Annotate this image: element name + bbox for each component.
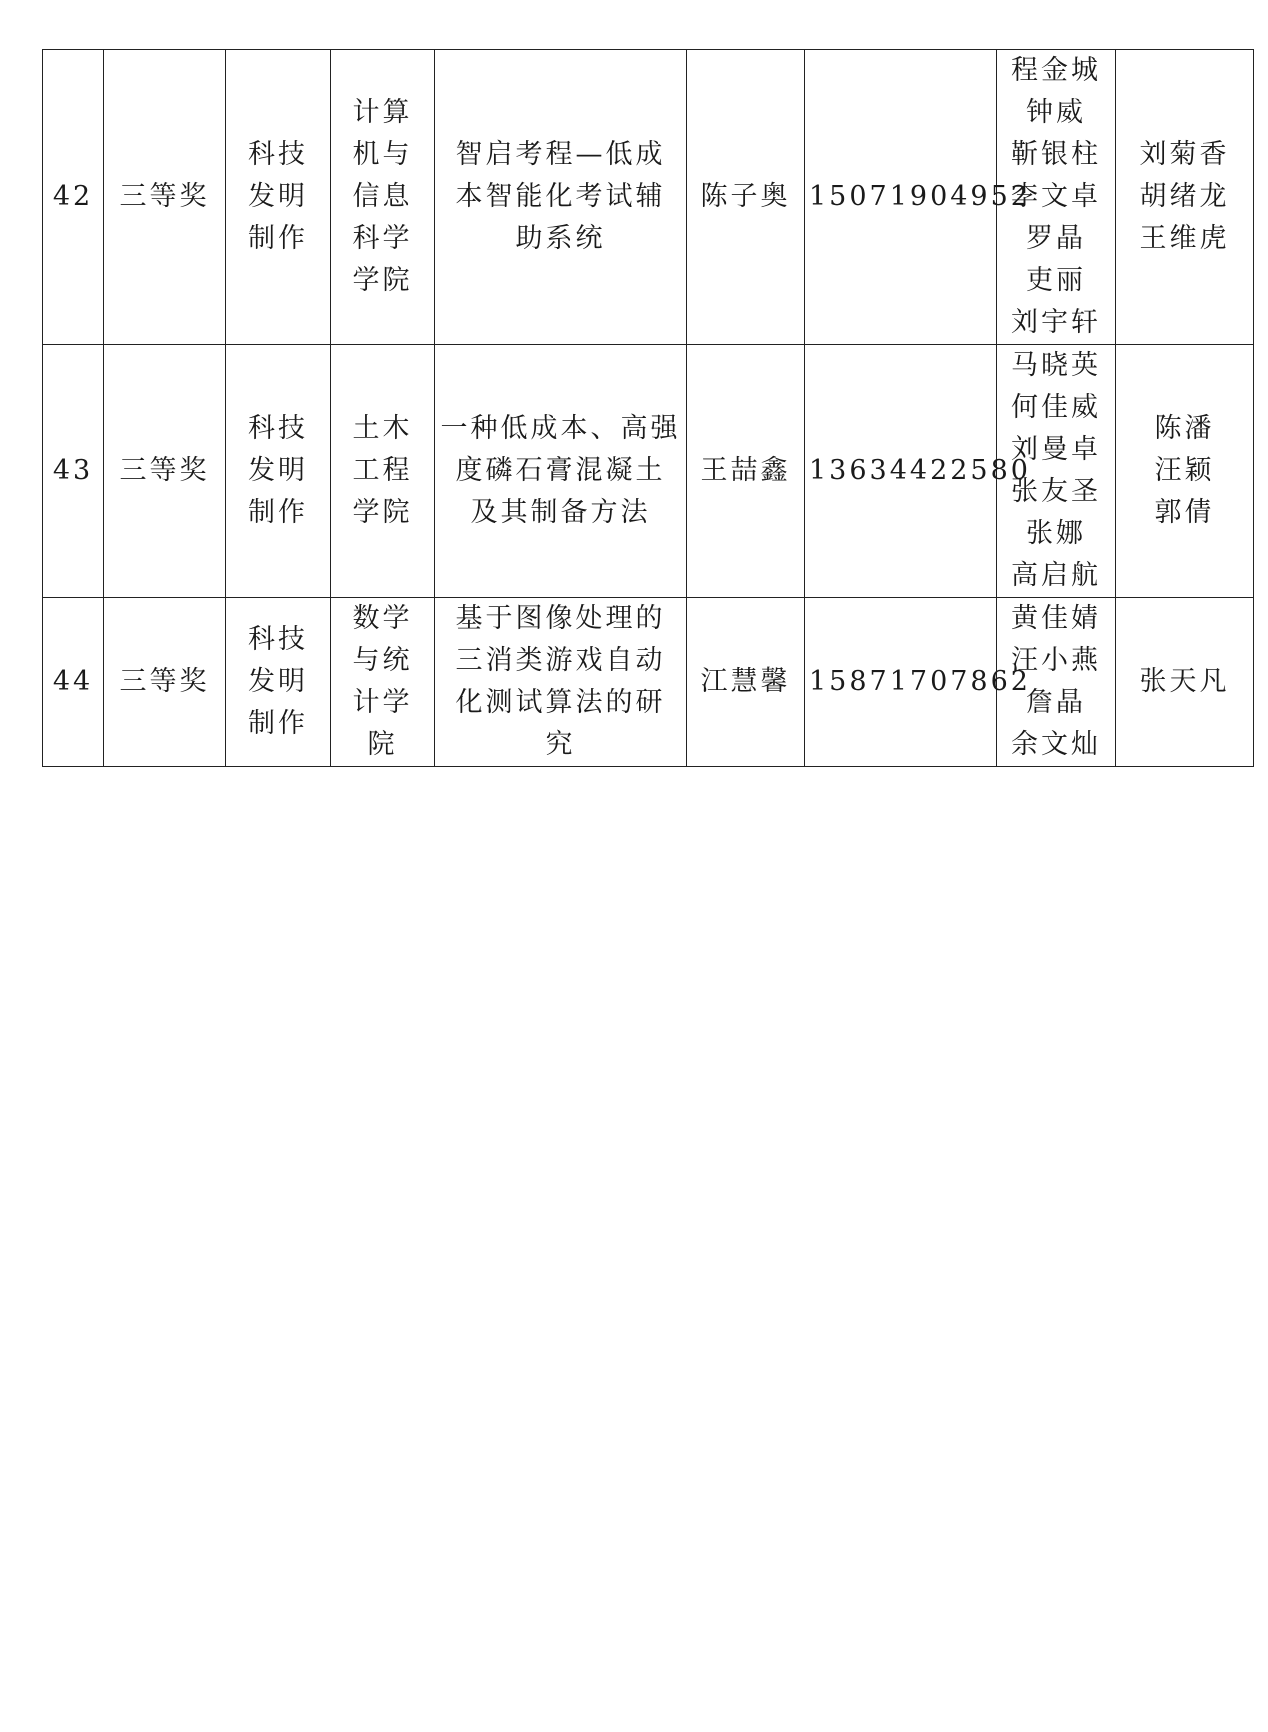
members-cell-line: 吏丽: [1026, 265, 1086, 296]
category-cell-line: 制作: [248, 708, 308, 739]
members-cell-line: 张娜: [1026, 518, 1086, 549]
category-cell-line: 科技: [248, 624, 308, 655]
members-cell-line: 罗晶: [1026, 223, 1086, 254]
category-cell: [226, 50, 331, 345]
advisors-cell: [1116, 50, 1254, 345]
project-title-cell-line: 化测试算法的研: [455, 687, 666, 718]
members-cell-line: 李文卓: [1011, 181, 1101, 212]
award-level-cell: 三等奖: [104, 50, 226, 345]
members-cell: [997, 345, 1116, 598]
members-cell-line: 余文灿: [1011, 729, 1101, 760]
advisors-cell-line: 胡绪龙: [1139, 181, 1230, 212]
category-cell: [226, 598, 331, 767]
table-row: [43, 50, 1254, 345]
project-title-cell-line: 究: [545, 729, 576, 760]
college-cell-line: 土木: [352, 413, 413, 444]
college-cell-line: 与统: [352, 645, 413, 676]
category-cell: [226, 345, 331, 598]
category-cell-line: 制作: [248, 223, 308, 254]
advisors-cell-line: 陈潘: [1154, 413, 1215, 444]
members-cell: [997, 50, 1116, 345]
advisors-cell-line: 郭倩: [1154, 497, 1215, 528]
college-cell-line: 信息: [352, 181, 413, 212]
college-cell-line: 数学: [352, 603, 413, 634]
members-cell-line: 程金城: [1011, 55, 1101, 86]
college-cell-line: 科学: [352, 223, 413, 254]
table-row: [43, 345, 1254, 598]
members-cell-line: 靳银柱: [1011, 139, 1101, 170]
members-cell-line: 黄佳婧: [1011, 603, 1101, 634]
phone-cell: 15071904952: [805, 50, 997, 345]
members-cell-line: 刘曼卓: [1011, 434, 1101, 465]
advisors-cell-line: 刘菊香: [1139, 139, 1230, 170]
phone-cell: 15871707862: [805, 598, 997, 767]
members-cell-line: 何佳威: [1011, 392, 1101, 423]
awards-table-body: [43, 50, 1254, 767]
college-cell: [331, 345, 435, 598]
advisors-cell-line: 张天凡: [1139, 666, 1230, 697]
members-cell-line: 詹晶: [1026, 687, 1086, 718]
project-title-cell: [435, 598, 687, 767]
table-row: [43, 598, 1254, 767]
category-cell-line: 发明: [248, 181, 308, 212]
row-index-cell: 43: [43, 345, 104, 598]
leader-cell: 王喆鑫: [687, 345, 805, 598]
project-title-cell-line: 度磷石膏混凝土: [455, 455, 666, 486]
award-level-cell: 三等奖: [104, 345, 226, 598]
leader-cell: 江慧馨: [687, 598, 805, 767]
project-title-cell: [435, 345, 687, 598]
advisors-cell: [1116, 345, 1254, 598]
college-cell-line: 工程: [352, 455, 413, 486]
college-cell-line: 院: [367, 729, 398, 760]
project-title-cell: [435, 50, 687, 345]
members-cell-line: 张友圣: [1011, 476, 1101, 507]
category-cell-line: 科技: [248, 413, 308, 444]
category-cell-line: 发明: [248, 455, 308, 486]
project-title-cell-line: 及其制备方法: [470, 497, 651, 528]
awards-table: [42, 49, 1254, 767]
project-title-cell-line: 本智能化考试辅: [455, 181, 666, 212]
advisors-cell-line: 汪颖: [1154, 455, 1215, 486]
category-cell-line: 制作: [248, 497, 308, 528]
category-cell-line: 发明: [248, 666, 308, 697]
row-index-cell: 42: [43, 50, 104, 345]
members-cell-line: 汪小燕: [1011, 645, 1101, 676]
college-cell-line: 计学: [352, 687, 413, 718]
college-cell: [331, 598, 435, 767]
project-title-cell-line: 三消类游戏自动: [455, 645, 666, 676]
college-cell-line: 机与: [352, 139, 413, 170]
advisors-cell: [1116, 598, 1254, 767]
project-title-cell-line: 基于图像处理的: [455, 603, 666, 634]
college-cell-line: 学院: [352, 497, 413, 528]
project-title-cell-line: 助系统: [515, 223, 606, 254]
advisors-cell-line: 王维虎: [1139, 223, 1230, 254]
members-cell-line: 马晓英: [1011, 350, 1101, 381]
members-cell-line: 钟威: [1026, 97, 1086, 128]
award-level-cell: 三等奖: [104, 598, 226, 767]
phone-cell: 13634422580: [805, 345, 997, 598]
project-title-cell-line: 一种低成本、高强: [440, 413, 681, 444]
members-cell-line: 高启航: [1011, 560, 1101, 591]
college-cell-line: 学院: [352, 265, 413, 296]
leader-cell: 陈子奥: [687, 50, 805, 345]
row-index-cell: 44: [43, 598, 104, 767]
college-cell: [331, 50, 435, 345]
members-cell-line: 刘宇轩: [1011, 307, 1101, 338]
project-title-cell-line: 智启考程—低成: [455, 139, 666, 170]
college-cell-line: 计算: [352, 97, 413, 128]
category-cell-line: 科技: [248, 139, 308, 170]
